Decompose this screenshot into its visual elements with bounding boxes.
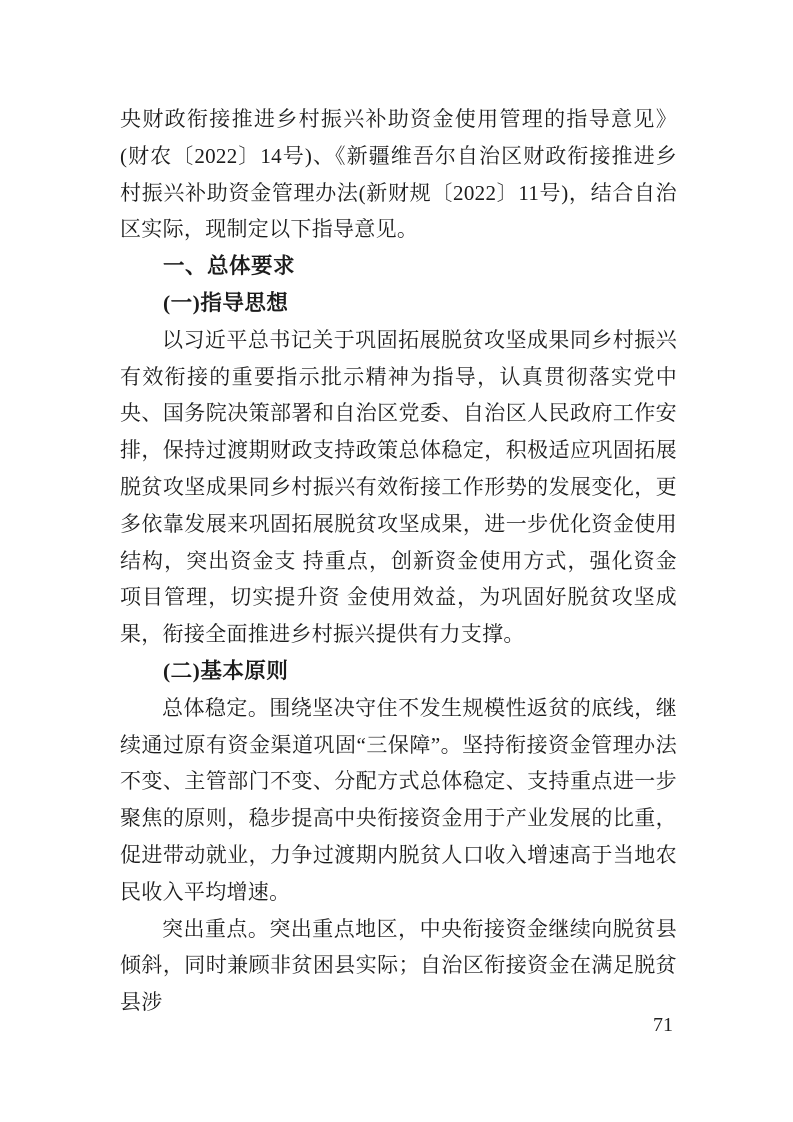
section-heading-overall-requirements: 一、总体要求	[163, 254, 296, 279]
paragraph-intro-continuation: 央财政衔接推进乡村振兴补助资金使用管理的指导意见》(财农〔2022〕14号)、《新疆维吾尔自治区财政衔接推进乡村振兴补助资金管理办法(新财规〔2022〕11号)，结合自治区实际，现制定以下指导意见。	[120, 107, 677, 242]
paragraph-guiding-ideology: 以习近平总书记关于巩固拓展脱贫攻坚成果同乡村振兴有效衔接的重要指示批示精神为指导，认真贯彻落实党中央、国务院决策部署和自治区党委、自治区人民政府工作安排，保持过渡期财政支持政策总体稳定，积极适应巩固拓展脱贫攻坚成果同乡村振兴有效衔接工作形势的发展变化，更多依靠发展来巩固拓展脱贫攻坚成果，进一步优化资金使用结构，突出资金支 持重点，创新资金使用方式，强化资金项目管理，切实提升资 金使用效益，为巩固好脱贫攻坚成果，衔接全面推进乡村振兴提供有力支撑。	[120, 327, 677, 647]
paragraph-overall-stability: 总体稳定。围绕坚决守住不发生规模性返贫的底线，继续通过原有资金渠道巩固“三保障”。坚持衔接资金管理办法不变、主管部门不变、分配方式总体稳定、支持重点进一步聚焦的原则，稳步提高中央衔接资金用于产业发展的比重，促进带动就业，力争过渡期内脱贫人口收入增速高于当地农民收入平均增速。	[120, 695, 677, 904]
page-number: 71	[653, 1014, 673, 1036]
document-body	[120, 101, 677, 1021]
subsection-heading-guiding-ideology: (一)指导思想	[163, 290, 289, 315]
subsection-heading-basic-principles: (二)基本原则	[163, 658, 289, 683]
paragraph-highlight-priorities: 突出重点。突出重点地区，中央衔接资金继续向脱贫县倾斜，同时兼顾非贫困县实际；自治区衔接资金在满足脱贫县涉	[120, 916, 677, 1015]
